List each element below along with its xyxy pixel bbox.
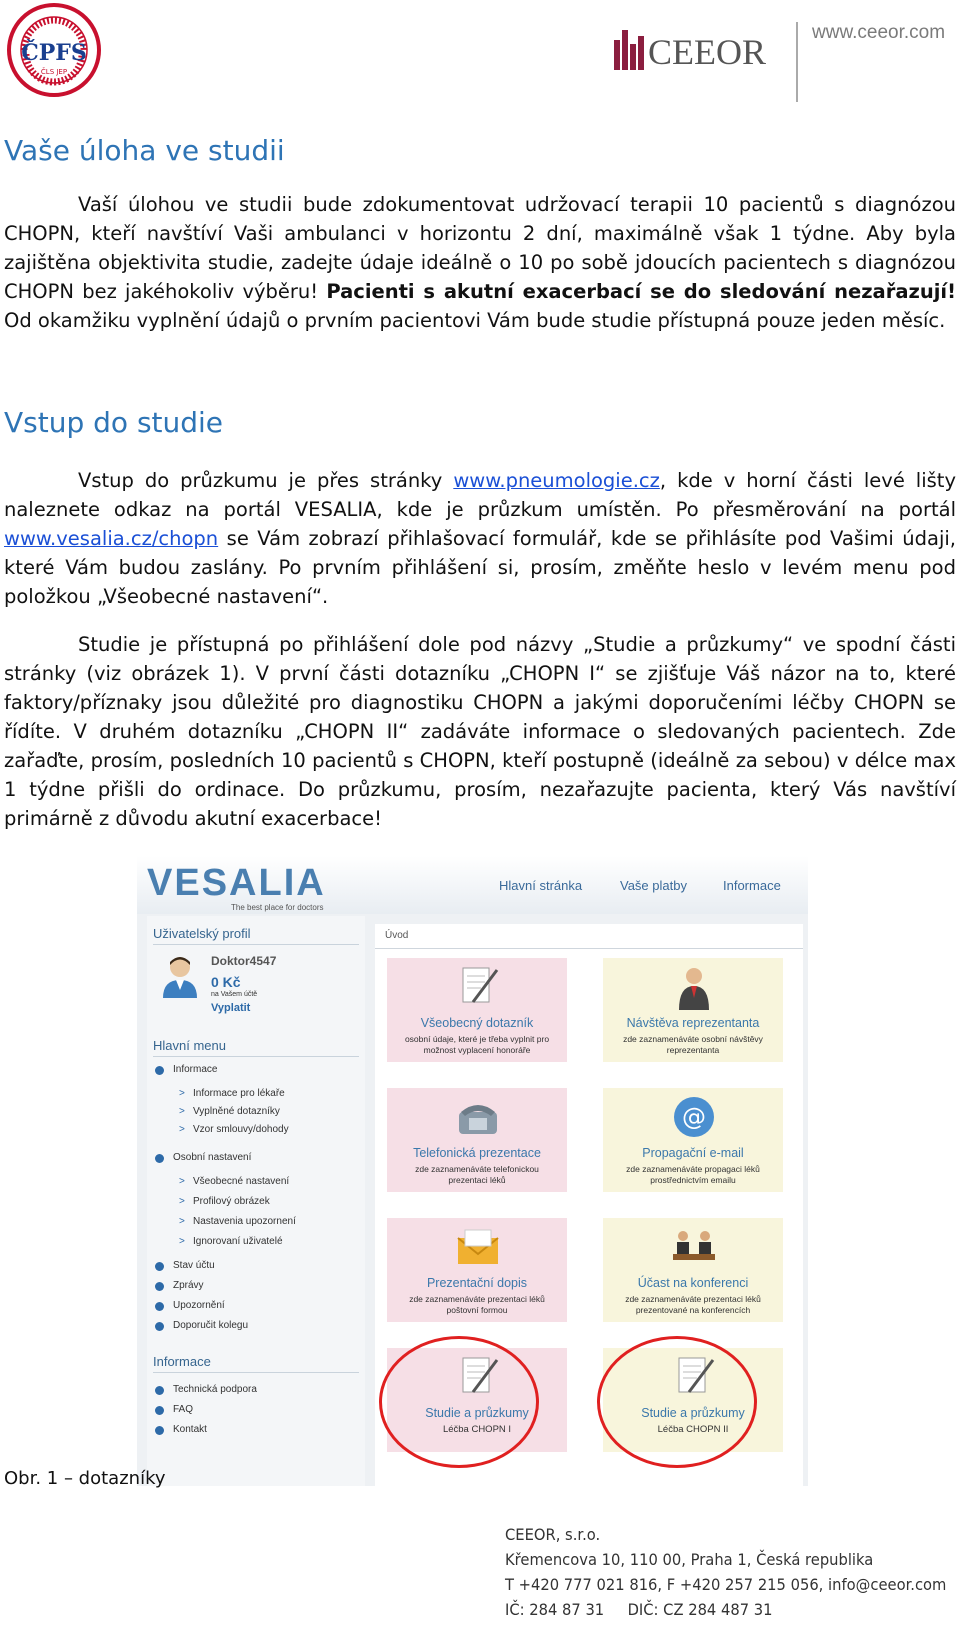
nav-home[interactable]: Hlavní stránka [499,878,583,893]
svg-text:ČLS JEP: ČLS JEP [40,68,68,76]
envelope-icon [455,1224,501,1270]
info-support[interactable]: Technická podpora [173,1384,257,1395]
bold-warning: Pacienti s akutní exacerbací se do sledování nezařazují! [326,280,956,303]
info-faq[interactable]: FAQ [173,1404,194,1415]
info-contact[interactable]: Kontakt [173,1424,207,1435]
vesalia-header [137,856,808,914]
tile-study-chopn-1[interactable]: Studie a průzkumy Léčba CHOPN I [387,1348,567,1452]
section-title-entry: Vstup do studie [4,406,224,439]
svg-text:@: @ [682,1103,706,1131]
nav-payments[interactable]: Vaše platby [620,878,687,893]
figure-caption: Obr. 1 – dotazníky [4,1468,166,1489]
study-paragraph: Studie je přístupná po přihlášení dole pod názvy „Studie a průzkumy“ ve spodní části stránky (viz obrázek 1). V první části dotazníku „CHOPN I“ se zjišťuje Váš názor na to, které faktory/příznaky jsou důležité pro diagnostiku CHOPN a jakými doporučeními léčby CHOPN se řídíte. V druhém dotazníku „CHOPN II“ zadáváte informace o sledovaných pacientech. Zde zařaďte, prosím, posledních 10 pacientů s CHOPN, kteří postupně (ideálně za sebou) v délce max 1 týdne přišli do ordinace. Do průzkumu, prosím, nezařazujte pacienta, který Vás navštíví primárně z důvodu akutní exacerbace! [4,633,956,830]
menu-filled-forms[interactable]: Vyplněné dotazníky [193,1106,280,1117]
ceeor-website: www.ceeor.com [812,22,946,43]
menu-profile-image[interactable]: Profilový obrázek [193,1196,270,1207]
menu-personal[interactable]: Osobní nastavení [173,1152,252,1163]
conference-people-icon [671,1224,717,1270]
vesalia-screenshot [137,856,808,1486]
clipboard-pen-icon [455,964,501,1010]
menu-recommend[interactable]: Doporučit kolegu [173,1320,249,1331]
tile-conference[interactable]: Účast na konferenci zde zaznamenáváte prezentaci léků prezentované na konferencích [603,1218,783,1322]
tile-presentation-letter[interactable]: Prezentační dopis zde zaznamenáváte prezentaci léků poštovní formou [387,1218,567,1322]
header-divider [796,22,798,102]
company-footer [505,1522,946,1622]
menu-info-doctors[interactable]: Informace pro lékaře [193,1088,285,1099]
vesalia-logo: VESALIA The best place for doctors [147,862,326,912]
cpfs-logo [4,2,104,98]
highlight-circle-chopn-1 [379,1336,539,1468]
menu-ignored-users[interactable]: Ignorovaní uživatelé [193,1236,283,1247]
menu-contract[interactable]: Vzor smlouvy/dohody [193,1124,289,1135]
cpfs-logo-text: ČPFS [21,40,87,66]
svg-text:CEEOR: CEEOR [648,32,767,72]
breadcrumb: Úvod [385,930,409,941]
footer-address: Křemencova 10, 110 00, Praha 1, Česká republika [505,1550,874,1569]
entry-paragraph: Vstup do průzkumu je přes stránky www.pneumologie.cz, kde v horní části levé lišty naleznete odkaz na portál VESALIA, kde je průzkum umístěn. Po přesměrování na portál www.vesalia.cz/chopn se Vám zobrazí přihlašovací formulář, kde se přihlásíte pod Vašimi údaji, které Vám budou zaslány. Po prvním přihlášení si, prosím, změňte heslo v levém menu pod položkou „Všeobecné nastavení“. [4,469,956,608]
role-paragraph: Vaší úlohou ve studii bude zdokumentovat udržovací terapii 10 pacientů s diagnózou CHOPN, kteří navštíví Vaši ambulanci v horizontu 2 dní, maximálně však 1 týdne. Aby byla zajištěna objektivita studie, zadejte údaje ideálně o 10 po sobě jdoucích pacientech s diagnózou CHOPN bez jakéhokoliv výběru! Pacienti s akutní exacerbací se do sledování nezařazují! Od okamžiku vyplnění údajů o prvním pacientovi Vám bude studie přístupná pouze jeden měsíc. [4,193,956,332]
link-vesalia[interactable]: www.vesalia.cz/chopn [4,527,219,550]
info-heading: Informace [153,1354,211,1369]
menu-account[interactable]: Stav účtu [173,1260,215,1271]
balance-note: na Vašem účtě [211,991,258,998]
balance: 0 Kč [211,974,241,990]
doctor-avatar-icon [159,954,201,998]
nav-info[interactable]: Informace [723,878,781,893]
menu-notifications[interactable]: Nastavenia upozornení [193,1216,296,1227]
username: Doktor4547 [211,954,277,968]
pay-link[interactable]: Vyplatit [211,1002,251,1014]
footer-contacts: T +420 777 021 816, F +420 257 215 056, info@ceeor.com [505,1575,947,1594]
footer-ids: IČ: 284 87 31 DIČ: CZ 284 487 31 [505,1600,773,1619]
tile-study-chopn-2[interactable]: Studie a průzkumy Léčba CHOPN II [603,1348,783,1452]
menu-general-settings[interactable]: Všeobecné nastavení [193,1176,290,1187]
main-menu-heading: Hlavní menu [153,1038,226,1053]
vesalia-main [375,924,803,1486]
menu-informace[interactable]: Informace [173,1064,218,1075]
telephone-icon [455,1094,501,1140]
ceeor-logo [612,24,782,74]
tile-rep-visit[interactable]: Návštěva reprezentanta zde zaznamenáváte osobní návštěvy reprezentanta [603,958,783,1062]
email-at-icon [671,1094,717,1140]
section-title-role: Vaše úloha ve studii [4,134,285,167]
highlight-circle-chopn-2 [597,1336,757,1468]
menu-messages[interactable]: Zprávy [173,1280,204,1291]
tile-general-questionnaire[interactable]: Všeobecný dotazník osobní údaje, které je třeba vyplnit pro možnost vyplacení honoráře [387,958,567,1062]
tile-promo-email[interactable]: @ Propagační e-mail zde zaznamenáváte propagaci léků prostřednictvím emailu [603,1088,783,1192]
representative-person-icon [671,964,717,1010]
footer-company: CEEOR, s.r.o. [505,1525,601,1544]
menu-alerts[interactable]: Upozornění [173,1300,225,1311]
vesalia-sidebar: Uživatelský profil Doktor4547 0 Kč na Vašem účtě Vyplatit Hlavní menu Informace > Informace pro lékaře > Vyplněné dotazníky > Vzor smlouvy/dohody Osobní nastavení > Všeobecné nastavení > Profilový obrázek > Nastavenia upozornení > Ignorovaní uživatelé Stav účtu Zprávy Upozornění Doporučit kolegu Informace Technická podpora FAQ Kontakt [147,916,365,1486]
link-pneumologie[interactable]: www.pneumologie.cz [453,469,660,492]
profile-heading: Uživatelský profil [153,926,251,941]
tile-phone-presentation[interactable]: Telefonická prezentace zde zaznamenáváte telefonickou prezentaci léků [387,1088,567,1192]
